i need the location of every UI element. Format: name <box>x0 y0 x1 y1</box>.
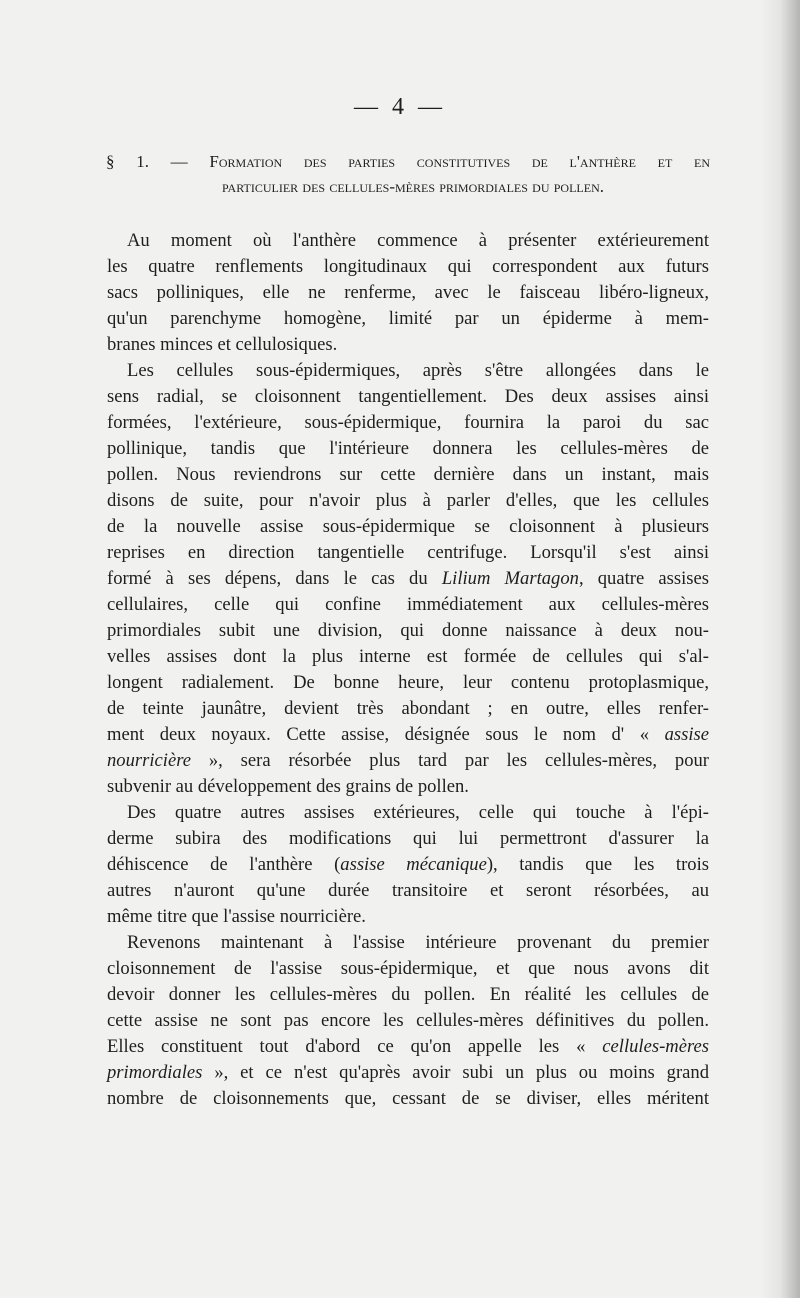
text-segment: de teinte jaunâtre, devient très abondant ; en outre, elles renfer- <box>107 698 709 719</box>
text-segment: primordiales subit une division, qui donne naissance à deux nou- <box>107 620 709 641</box>
text-segment: formées, l'extérieure, sous-épidermique, fournira la paroi du sac <box>107 412 709 433</box>
text-segment: Au moment où l'anthère commence à présenter extérieurement <box>127 230 709 251</box>
section-heading-line-2: particulier des cellules-mères primordiales du pollen. <box>221 177 604 196</box>
text-segment: pollinique, tandis que l'intérieure donnera les cellules-mères de <box>107 438 709 459</box>
text-line <box>107 904 709 930</box>
text-line <box>107 462 709 488</box>
italic-text: cellules-mères <box>602 1036 709 1057</box>
text-segment: les quatre renflements longitudinaux qui correspondent aux futurs <box>107 256 709 277</box>
text-line <box>107 410 709 436</box>
scan-edge-shadow <box>760 0 800 1298</box>
text-segment: subvenir au développement des grains de pollen. <box>107 776 469 797</box>
text-segment: même titre que l'assise nourricière. <box>107 906 366 927</box>
text-line <box>107 644 709 670</box>
text-segment: velles assises dont la plus interne est formée de cellules qui s'al- <box>107 646 709 667</box>
text-line <box>107 930 709 956</box>
text-segment: sens radial, se cloisonnent tangentiellement. Des deux assises ainsi <box>107 386 709 407</box>
section-heading-line-1: § 1. — Formation des parties constitutives de l'anthère et en <box>106 152 710 171</box>
text-line <box>107 696 709 722</box>
text-line <box>107 332 709 358</box>
text-line <box>107 1008 709 1034</box>
text-segment: sacs polliniques, elle ne renferme, avec le faisceau libéro-ligneux, <box>107 282 709 303</box>
text-line <box>107 488 709 514</box>
text-line <box>107 358 709 384</box>
text-line <box>107 228 709 254</box>
text-line <box>107 748 709 774</box>
text-segment: disons de suite, pour n'avoir plus à parler d'elles, que les cellules <box>107 490 709 511</box>
text-segment: ment deux noyaux. Cette assise, désignée sous le nom d' « <box>107 724 665 745</box>
italic-text: nourricière <box>107 750 191 771</box>
text-line <box>107 280 709 306</box>
text-segment: , quatre assises <box>578 568 709 589</box>
text-line <box>107 852 709 878</box>
text-line <box>107 956 709 982</box>
italic-text: assise mécanique <box>340 854 487 875</box>
italic-text: assise <box>664 724 709 745</box>
page-number: — 4 — <box>354 94 446 120</box>
text-line <box>107 514 709 540</box>
text-line <box>107 878 709 904</box>
text-line <box>107 592 709 618</box>
text-segment: déhiscence de l'anthère ( <box>107 854 341 875</box>
text-segment: branes minces et cellulosiques. <box>107 334 338 355</box>
italic-text: Lilium Martagon <box>441 568 579 589</box>
text-line <box>107 618 709 644</box>
text-segment: qu'un parenchyme homogène, limité par un épiderme à mem- <box>107 308 709 329</box>
text-segment: formé à ses dépens, dans le cas du <box>107 568 442 589</box>
text-segment: pollen. Nous reviendrons sur cette dernière dans un instant, mais <box>107 464 709 485</box>
text-line <box>107 540 709 566</box>
text-line <box>107 826 709 852</box>
text-line <box>107 384 709 410</box>
text-segment: devoir donner les cellules-mères du pollen. En réalité les cellules de <box>107 984 709 1005</box>
text-segment: longent radialement. De bonne heure, leur contenu protoplasmique, <box>107 672 709 693</box>
text-segment: reprises en direction tangentielle centrifuge. Lorsqu'il s'est ainsi <box>107 542 709 563</box>
text-line <box>107 1034 709 1060</box>
text-segment: Des quatre autres assises extérieures, celle qui touche à l'épi- <box>127 802 709 823</box>
text-line <box>107 306 709 332</box>
text-line <box>107 722 709 748</box>
text-segment: cellulaires, celle qui confine immédiatement aux cellules-mères <box>107 594 709 615</box>
text-line <box>107 566 709 592</box>
text-segment: Les cellules sous-épidermiques, après s'être allongées dans le <box>127 360 709 381</box>
text-line <box>107 1060 709 1086</box>
text-line <box>107 982 709 1008</box>
italic-text: primordiales <box>107 1062 203 1083</box>
text-line <box>107 774 709 800</box>
text-line <box>107 1086 709 1112</box>
text-segment: cloisonnement de l'assise sous-épidermique, et que nous avons dit <box>107 958 709 979</box>
text-segment: ), tandis que les trois <box>486 854 709 875</box>
text-line <box>107 800 709 826</box>
text-segment: autres n'auront qu'une durée transitoire et seront résorbées, au <box>107 880 709 901</box>
text-segment: », et ce n'est qu'après avoir subi un plus ou moins grand <box>202 1062 709 1083</box>
text-segment: derme subira des modifications qui lui permettront d'assurer la <box>107 828 709 849</box>
text-segment: nombre de cloisonnements que, cessant de se diviser, elles méritent <box>107 1088 709 1109</box>
body-text <box>107 228 709 1112</box>
text-segment: de la nouvelle assise sous-épidermique se cloisonnent à plusieurs <box>107 516 709 537</box>
text-line <box>107 670 709 696</box>
text-segment: », sera résorbée plus tard par les cellules-mères, pour <box>191 750 709 771</box>
text-segment: Elles constituent tout d'abord ce qu'on appelle les « <box>107 1036 603 1057</box>
text-segment: Revenons maintenant à l'assise intérieure provenant du premier <box>127 932 709 953</box>
text-segment: cette assise ne sont pas encore les cellules-mères définitives du pollen. <box>107 1010 709 1031</box>
text-line <box>107 436 709 462</box>
text-line <box>107 254 709 280</box>
